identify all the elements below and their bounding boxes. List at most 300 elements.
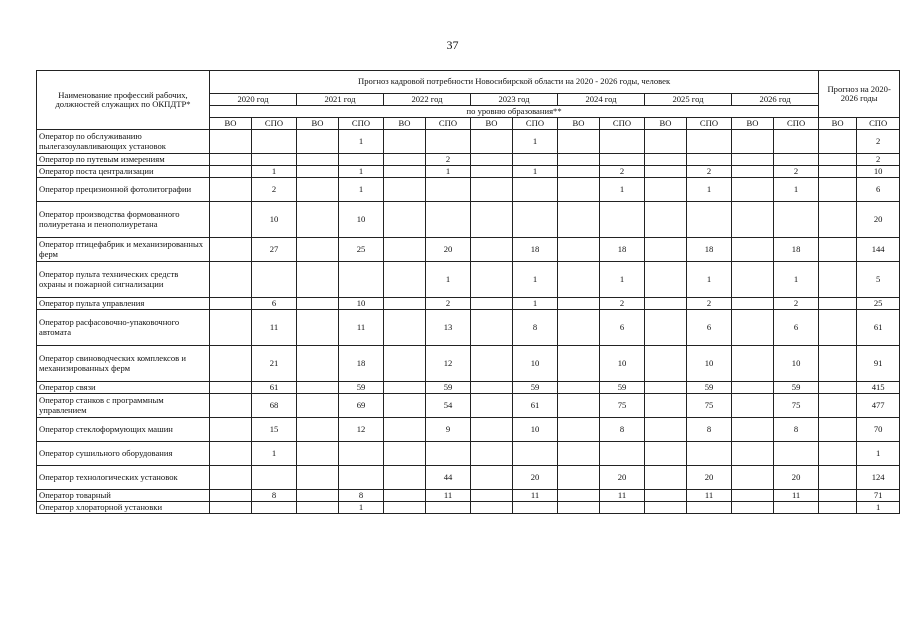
total-cell: 2: [857, 154, 900, 166]
total-cell: 61: [857, 310, 900, 346]
value-cell: 1: [600, 178, 645, 202]
value-cell: [471, 466, 513, 490]
total-cell: [819, 310, 857, 346]
value-cell: [384, 310, 426, 346]
value-cell: [513, 202, 558, 238]
value-cell: [384, 346, 426, 382]
value-cell: [645, 178, 687, 202]
value-cell: 8: [339, 490, 384, 502]
value-cell: 54: [426, 394, 471, 418]
value-cell: [210, 178, 252, 202]
value-cell: [732, 178, 774, 202]
total-cell: [819, 382, 857, 394]
total-cell: [819, 166, 857, 178]
value-cell: 1: [339, 130, 384, 154]
value-cell: [210, 346, 252, 382]
value-cell: [732, 490, 774, 502]
value-cell: [732, 130, 774, 154]
table-row: [37, 154, 900, 166]
value-cell: [339, 466, 384, 490]
profession-name: Оператор станков с программным управлением: [37, 394, 210, 418]
value-cell: [687, 154, 732, 166]
value-cell: [732, 166, 774, 178]
table-row: [37, 502, 900, 514]
value-cell: 21: [252, 346, 297, 382]
value-cell: [558, 178, 600, 202]
total-cell: 124: [857, 466, 900, 490]
value-cell: [645, 466, 687, 490]
profession-name: Оператор стеклоформующих машин: [37, 418, 210, 442]
header-level-spo: СПО: [252, 118, 297, 130]
table-row: [37, 166, 900, 178]
total-cell: [819, 154, 857, 166]
value-cell: [558, 202, 600, 238]
profession-name: Оператор связи: [37, 382, 210, 394]
value-cell: [645, 502, 687, 514]
value-cell: [732, 298, 774, 310]
value-cell: 15: [252, 418, 297, 442]
value-cell: [384, 466, 426, 490]
value-cell: [471, 502, 513, 514]
profession-name: Оператор по путевым измерениям: [37, 154, 210, 166]
value-cell: 2: [774, 298, 819, 310]
value-cell: [297, 298, 339, 310]
value-cell: [384, 166, 426, 178]
value-cell: 10: [513, 418, 558, 442]
value-cell: [558, 490, 600, 502]
value-cell: 12: [339, 418, 384, 442]
value-cell: [471, 262, 513, 298]
value-cell: [297, 166, 339, 178]
total-cell: 5: [857, 262, 900, 298]
total-cell: 1: [857, 442, 900, 466]
value-cell: [645, 442, 687, 466]
value-cell: [297, 130, 339, 154]
value-cell: [471, 418, 513, 442]
value-cell: [471, 346, 513, 382]
table-row: [37, 238, 900, 262]
value-cell: 11: [600, 490, 645, 502]
table-row: [37, 130, 900, 154]
value-cell: [774, 202, 819, 238]
profession-name: Оператор хлораторной установки: [37, 502, 210, 514]
table-row: [37, 346, 900, 382]
value-cell: 1: [774, 262, 819, 298]
header-level-spo: СПО: [857, 118, 900, 130]
value-cell: [558, 262, 600, 298]
value-cell: 10: [339, 202, 384, 238]
value-cell: [471, 178, 513, 202]
value-cell: [252, 262, 297, 298]
value-cell: [645, 262, 687, 298]
table-row: [37, 298, 900, 310]
value-cell: 2: [252, 178, 297, 202]
value-cell: 18: [339, 346, 384, 382]
value-cell: 18: [774, 238, 819, 262]
value-cell: 8: [687, 418, 732, 442]
value-cell: [339, 262, 384, 298]
value-cell: [297, 346, 339, 382]
value-cell: [471, 166, 513, 178]
value-cell: [732, 310, 774, 346]
value-cell: [558, 310, 600, 346]
header-forecast-title: Прогноз кадровой потребности Новосибирской области на 2020 - 2026 годы, человек: [210, 71, 819, 94]
value-cell: [384, 238, 426, 262]
value-cell: [558, 502, 600, 514]
value-cell: [558, 466, 600, 490]
table-row: [37, 442, 900, 466]
value-cell: [600, 154, 645, 166]
value-cell: [645, 346, 687, 382]
value-cell: [732, 382, 774, 394]
value-cell: [210, 130, 252, 154]
header-level-vo: ВО: [297, 118, 339, 130]
value-cell: [732, 466, 774, 490]
total-cell: [819, 490, 857, 502]
header-year: 2020 год: [210, 94, 297, 106]
value-cell: [645, 202, 687, 238]
page-number: 37: [446, 38, 459, 52]
value-cell: 6: [774, 310, 819, 346]
value-cell: [384, 382, 426, 394]
value-cell: [558, 298, 600, 310]
value-cell: 20: [513, 466, 558, 490]
value-cell: [471, 238, 513, 262]
value-cell: 10: [600, 346, 645, 382]
total-cell: 1: [857, 502, 900, 514]
value-cell: [558, 154, 600, 166]
total-cell: [819, 202, 857, 238]
total-cell: 477: [857, 394, 900, 418]
value-cell: 11: [513, 490, 558, 502]
value-cell: [210, 154, 252, 166]
header-level-spo: СПО: [513, 118, 558, 130]
value-cell: [297, 442, 339, 466]
value-cell: 1: [513, 298, 558, 310]
value-cell: [210, 310, 252, 346]
header-level-vo: ВО: [210, 118, 252, 130]
header-year: 2022 год: [384, 94, 471, 106]
header-year: 2026 год: [732, 94, 819, 106]
value-cell: 12: [426, 346, 471, 382]
value-cell: [732, 346, 774, 382]
table-row: [37, 178, 900, 202]
value-cell: [645, 490, 687, 502]
profession-name: Оператор пульта управления: [37, 298, 210, 310]
total-cell: 144: [857, 238, 900, 262]
value-cell: [732, 238, 774, 262]
value-cell: 25: [339, 238, 384, 262]
value-cell: [384, 418, 426, 442]
header-level-spo: СПО: [687, 118, 732, 130]
value-cell: [732, 202, 774, 238]
total-cell: 2: [857, 130, 900, 154]
value-cell: 2: [600, 166, 645, 178]
value-cell: 1: [774, 178, 819, 202]
header-level-spo: СПО: [426, 118, 471, 130]
value-cell: 11: [252, 310, 297, 346]
value-cell: 75: [600, 394, 645, 418]
value-cell: [558, 130, 600, 154]
value-cell: [252, 154, 297, 166]
profession-name: Оператор по обслуживанию пылегазоулавливающих установок: [37, 130, 210, 154]
value-cell: 10: [774, 346, 819, 382]
total-cell: [819, 418, 857, 442]
profession-name: Оператор производства формованного полиуретана и пенополиуретана: [37, 202, 210, 238]
value-cell: [600, 130, 645, 154]
value-cell: 9: [426, 418, 471, 442]
value-cell: 1: [339, 166, 384, 178]
value-cell: [339, 442, 384, 466]
value-cell: [384, 178, 426, 202]
value-cell: [558, 382, 600, 394]
table-row: [37, 382, 900, 394]
value-cell: [687, 202, 732, 238]
value-cell: 1: [426, 166, 471, 178]
value-cell: 20: [774, 466, 819, 490]
table-row: [37, 418, 900, 442]
value-cell: 75: [687, 394, 732, 418]
header-level-vo: ВО: [819, 118, 857, 130]
profession-name: Оператор товарный: [37, 490, 210, 502]
value-cell: [339, 154, 384, 166]
profession-name: Оператор прецизионной фотолитографии: [37, 178, 210, 202]
profession-name: Оператор технологических установок: [37, 466, 210, 490]
value-cell: [600, 502, 645, 514]
value-cell: [297, 490, 339, 502]
total-cell: [819, 394, 857, 418]
total-cell: 71: [857, 490, 900, 502]
value-cell: [774, 502, 819, 514]
value-cell: 1: [513, 262, 558, 298]
table-row: [37, 310, 900, 346]
value-cell: [384, 154, 426, 166]
value-cell: [210, 202, 252, 238]
profession-name: Оператор свиноводческих комплексов и механизированных ферм: [37, 346, 210, 382]
value-cell: [210, 466, 252, 490]
value-cell: 8: [600, 418, 645, 442]
value-cell: 61: [513, 394, 558, 418]
value-cell: 2: [687, 298, 732, 310]
value-cell: [558, 418, 600, 442]
value-cell: [645, 154, 687, 166]
value-cell: [384, 298, 426, 310]
value-cell: [732, 442, 774, 466]
value-cell: 8: [774, 418, 819, 442]
value-cell: 18: [600, 238, 645, 262]
total-cell: 6: [857, 178, 900, 202]
value-cell: [210, 442, 252, 466]
table-row: [37, 490, 900, 502]
value-cell: 6: [252, 298, 297, 310]
total-cell: [819, 502, 857, 514]
value-cell: [426, 442, 471, 466]
value-cell: 1: [426, 262, 471, 298]
value-cell: [471, 382, 513, 394]
value-cell: [210, 298, 252, 310]
value-cell: [297, 382, 339, 394]
value-cell: 20: [600, 466, 645, 490]
value-cell: [645, 166, 687, 178]
value-cell: 11: [339, 310, 384, 346]
value-cell: [732, 394, 774, 418]
total-cell: [819, 238, 857, 262]
value-cell: [210, 238, 252, 262]
value-cell: 59: [513, 382, 558, 394]
value-cell: 1: [252, 166, 297, 178]
value-cell: [513, 154, 558, 166]
table-row: [37, 262, 900, 298]
header-year: 2025 год: [645, 94, 732, 106]
value-cell: [645, 394, 687, 418]
total-cell: [819, 442, 857, 466]
total-cell: 415: [857, 382, 900, 394]
value-cell: 20: [687, 466, 732, 490]
value-cell: [600, 202, 645, 238]
value-cell: [645, 310, 687, 346]
value-cell: [384, 130, 426, 154]
total-cell: 91: [857, 346, 900, 382]
value-cell: 20: [426, 238, 471, 262]
total-cell: 10: [857, 166, 900, 178]
value-cell: [252, 130, 297, 154]
value-cell: [297, 154, 339, 166]
header-level-vo: ВО: [471, 118, 513, 130]
value-cell: 59: [600, 382, 645, 394]
value-cell: 59: [426, 382, 471, 394]
value-cell: [600, 442, 645, 466]
value-cell: [471, 442, 513, 466]
value-cell: [384, 490, 426, 502]
value-cell: 11: [426, 490, 471, 502]
value-cell: [645, 298, 687, 310]
value-cell: 6: [687, 310, 732, 346]
value-cell: [558, 238, 600, 262]
value-cell: [297, 394, 339, 418]
value-cell: 10: [339, 298, 384, 310]
value-cell: [645, 418, 687, 442]
value-cell: 1: [513, 130, 558, 154]
value-cell: [687, 442, 732, 466]
total-cell: 20: [857, 202, 900, 238]
value-cell: [297, 178, 339, 202]
value-cell: [252, 502, 297, 514]
value-cell: [645, 238, 687, 262]
value-cell: [384, 394, 426, 418]
value-cell: [426, 178, 471, 202]
value-cell: [297, 310, 339, 346]
value-cell: 75: [774, 394, 819, 418]
value-cell: [645, 130, 687, 154]
total-cell: [819, 466, 857, 490]
value-cell: 2: [774, 166, 819, 178]
value-cell: 59: [339, 382, 384, 394]
value-cell: [513, 502, 558, 514]
value-cell: [558, 346, 600, 382]
value-cell: 69: [339, 394, 384, 418]
value-cell: 27: [252, 238, 297, 262]
value-cell: [426, 502, 471, 514]
value-cell: [210, 418, 252, 442]
header-year: 2024 год: [558, 94, 645, 106]
value-cell: 10: [513, 346, 558, 382]
total-cell: [819, 130, 857, 154]
table-row: [37, 394, 900, 418]
value-cell: [471, 130, 513, 154]
value-cell: [297, 238, 339, 262]
value-cell: 8: [252, 490, 297, 502]
value-cell: 68: [252, 394, 297, 418]
value-cell: 2: [426, 154, 471, 166]
profession-name: Оператор птицефабрик и механизированных ферм: [37, 238, 210, 262]
value-cell: 44: [426, 466, 471, 490]
value-cell: 18: [513, 238, 558, 262]
total-cell: 70: [857, 418, 900, 442]
value-cell: 1: [513, 166, 558, 178]
value-cell: [426, 202, 471, 238]
header-level-vo: ВО: [645, 118, 687, 130]
value-cell: [774, 442, 819, 466]
total-cell: [819, 346, 857, 382]
value-cell: 1: [687, 262, 732, 298]
value-cell: 8: [513, 310, 558, 346]
value-cell: 61: [252, 382, 297, 394]
header-education-level: по уровню образования**: [210, 106, 819, 118]
value-cell: [513, 442, 558, 466]
value-cell: 11: [687, 490, 732, 502]
header-name-column: Наименование профессий рабочих, должностей служащих по ОКПДТР*: [37, 71, 210, 130]
value-cell: [297, 418, 339, 442]
header-level-vo: ВО: [384, 118, 426, 130]
value-cell: [252, 466, 297, 490]
header-level-spo: СПО: [774, 118, 819, 130]
value-cell: [471, 202, 513, 238]
value-cell: [384, 442, 426, 466]
value-cell: 1: [687, 178, 732, 202]
value-cell: [426, 130, 471, 154]
value-cell: [687, 502, 732, 514]
value-cell: [687, 130, 732, 154]
value-cell: [471, 490, 513, 502]
value-cell: [471, 298, 513, 310]
total-cell: [819, 262, 857, 298]
table-row: [37, 202, 900, 238]
header-level-vo: ВО: [732, 118, 774, 130]
value-cell: [384, 502, 426, 514]
value-cell: [732, 502, 774, 514]
value-cell: [513, 178, 558, 202]
profession-name: Оператор поста централизации: [37, 166, 210, 178]
value-cell: [384, 202, 426, 238]
value-cell: [210, 490, 252, 502]
value-cell: [384, 262, 426, 298]
value-cell: [210, 262, 252, 298]
value-cell: [297, 502, 339, 514]
value-cell: [210, 166, 252, 178]
value-cell: 13: [426, 310, 471, 346]
profession-name: Оператор пульта технических средств охраны и пожарной сигнализации: [37, 262, 210, 298]
value-cell: 1: [252, 442, 297, 466]
header-year: 2021 год: [297, 94, 384, 106]
value-cell: [471, 310, 513, 346]
header-level-spo: СПО: [339, 118, 384, 130]
value-cell: 10: [252, 202, 297, 238]
profession-name: Оператор расфасовочно-упаковочного автомата: [37, 310, 210, 346]
value-cell: [774, 130, 819, 154]
value-cell: [210, 394, 252, 418]
header-level-vo: ВО: [558, 118, 600, 130]
value-cell: 1: [600, 262, 645, 298]
